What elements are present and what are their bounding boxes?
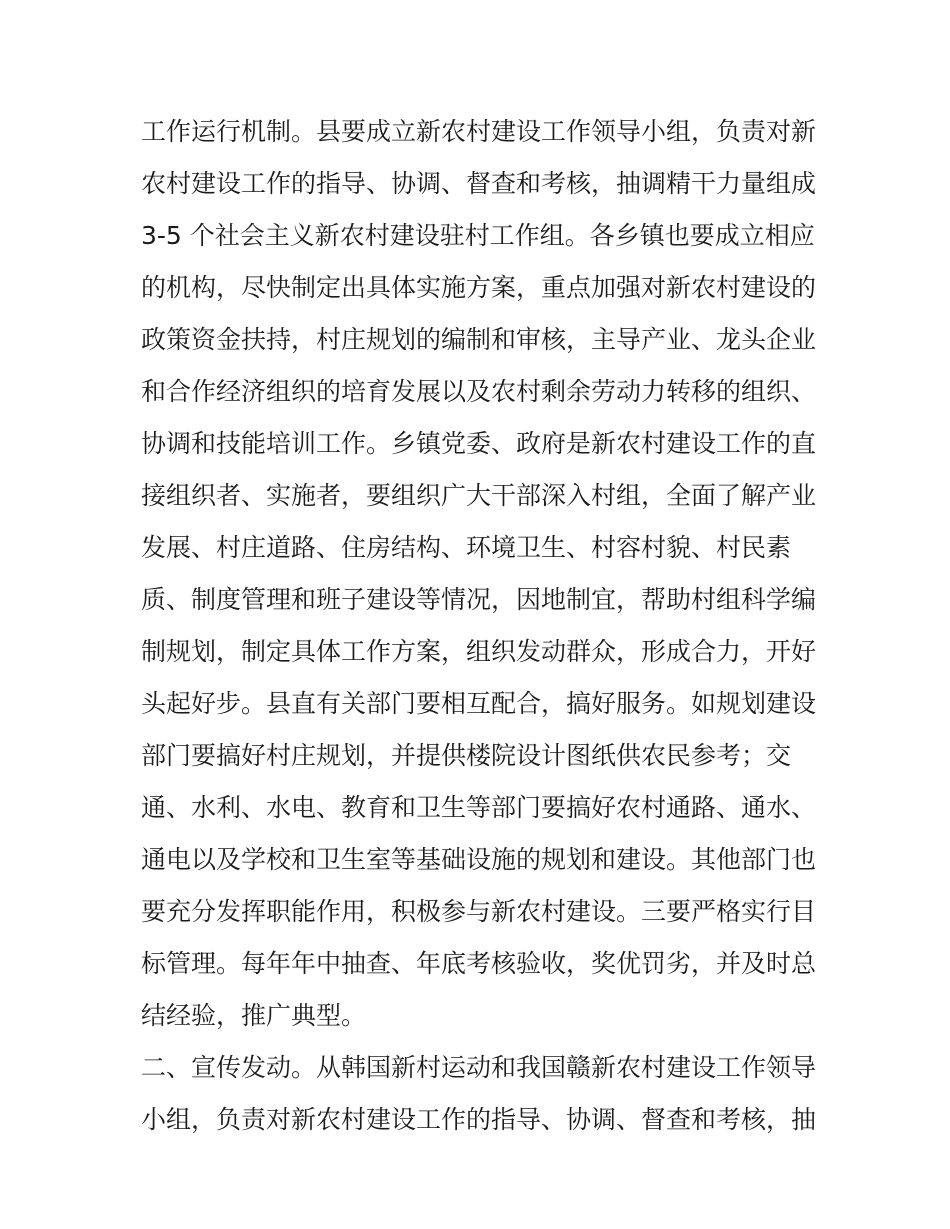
text-line: 标管理。每年年中抽查、年底考核验收，奖优罚劣，并及时总 bbox=[141, 949, 817, 978]
text-line: 发展、村庄道路、住房结构、环境卫生、村容村貌、村民素 bbox=[141, 533, 792, 562]
text-line: 农村建设工作的指导、协调、督查和考核，抽调精干力量组成 bbox=[141, 169, 817, 198]
text-line: 要充分发挥职能作用，积极参与新农村建设。三要严格实行目 bbox=[141, 897, 817, 926]
text-line: 小组，负责对新农村建设工作的指导、协调、督查和考核，抽 bbox=[141, 1105, 817, 1134]
text-line: 3-5 个社会主义新农村建设驻村工作组。各乡镇也要成立相应 bbox=[141, 221, 815, 250]
text-line: 的机构，尽快制定出具体实施方案，重点加强对新农村建设的 bbox=[141, 273, 817, 302]
text-line: 质、制度管理和班子建设等情况，因地制宜，帮助村组科学编 bbox=[141, 585, 817, 614]
text-line: 通电以及学校和卫生室等基础设施的规划和建设。其他部门也 bbox=[141, 845, 817, 874]
text-line: 通、水利、水电、教育和卫生等部门要搞好农村通路、通水、 bbox=[141, 793, 817, 822]
text-line: 政策资金扶持，村庄规划的编制和审核，主导产业、龙头企业 bbox=[141, 325, 817, 354]
text-line: 头起好步。县直有关部门要相互配合，搞好服务。如规划建设 bbox=[141, 689, 817, 718]
text-line: 和合作经济组织的培育发展以及农村剩余劳动力转移的组织、 bbox=[141, 377, 817, 406]
text-line: 部门要搞好村庄规划，并提供楼院设计图纸供农民参考；交 bbox=[141, 741, 792, 770]
text-line: 二、宣传发动。从韩国新村运动和我国赣新农村建设工作领导 bbox=[141, 1053, 817, 1082]
text-line: 工作运行机制。县要成立新农村建设工作领导小组，负责对新 bbox=[141, 117, 817, 146]
text-line: 制规划，制定具体工作方案，组织发动群众，形成合力，开好 bbox=[141, 637, 817, 666]
text-line: 协调和技能培训工作。乡镇党委、政府是新农村建设工作的直 bbox=[141, 429, 817, 458]
text-line: 结经验，推广典型。 bbox=[141, 1001, 367, 1030]
text-line: 接组织者、实施者，要组织广大干部深入村组，全面了解产业 bbox=[141, 481, 817, 510]
